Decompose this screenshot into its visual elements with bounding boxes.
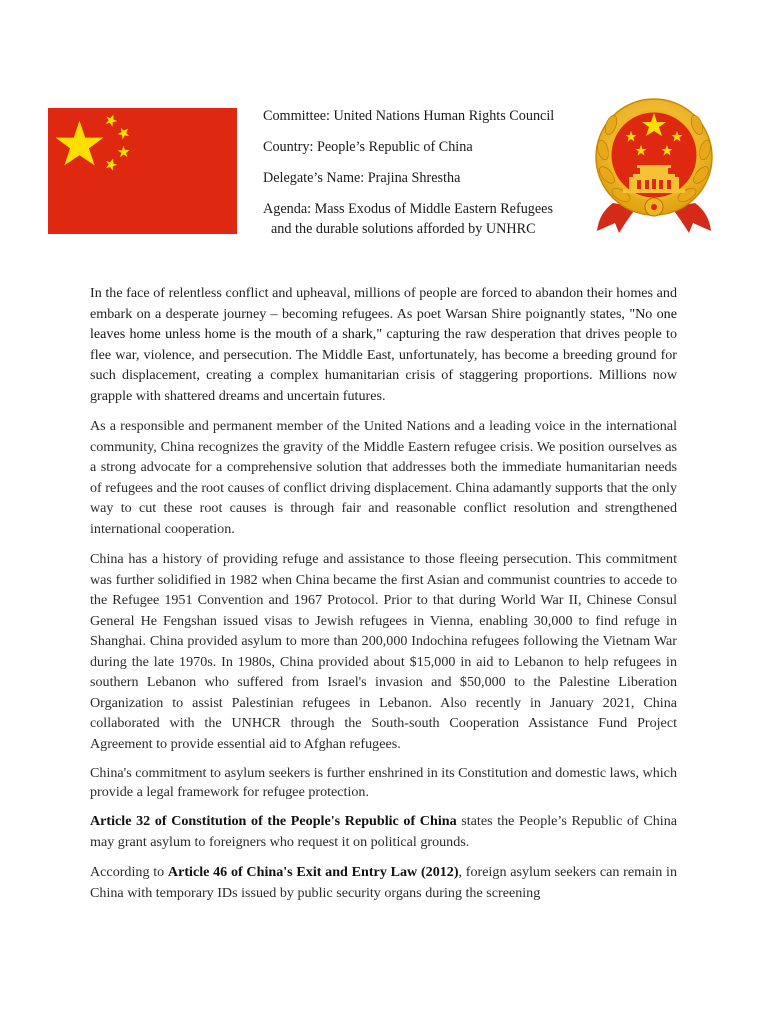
agenda-line-1: Agenda: Mass Exodus of Middle Eastern Refugees [263,201,553,217]
country-line: Country: People’s Republic of China [263,139,473,155]
paragraph-history: China has a history of providing refuge and assistance to those fleeing persecution. This commitment was further solidified in 1982 when China became the first Asian and communist countries to accede to the Refugee 1951 Convention and 1967 Protocol. Prior to that during World War II, Chinese Consul General He Fengshan issued visas to Jewish refugees in Vienna, enabling 30,000 to find refuge in Shanghai. China provided asylum to more than 200,000 Indochina refugees following the Vietnam War during the late 1970s. In 1980s, China provided about $15,000 in aid to Lebanon to help refugees in southern Lebanon who suffered from Israel's invasion and $50,000 to the Palestine Liberation Organization to assist Palestinian refugees in Lebanon. Also recently in January 2021, China collaborated with the UNHCR through the South-south Cooperation Assistance Fund Project Agreement to provide essential aid to Afghan refugees. [90,551,677,752]
agenda-line-2: and the durable solutions afforded by UNHRC [271,221,536,237]
article-32-text: states the People’s Republic of China may grant asylum to foreigners who request it on political grounds. [90,813,677,850]
document-body [90,283,677,913]
agenda-block [263,199,593,239]
intro-quote: "No one leaves home unless home is the mouth of a shark," [90,305,677,342]
paragraph-article-32 [90,811,677,852]
article-46-title: Article 46 of China's Exit and Entry Law (2012) [167,864,459,880]
intro-text-a: In the face of relentless conflict and upheaval, millions of people are forced to abandon their homes and embark on a desperate journey – becoming refugees. As poet Warsan Shire poignantly states, [90,285,677,322]
delegate-line: Delegate’s Name: Prajina Shrestha [263,170,461,186]
article-32-title: Article 32 of Constitution of the People's Republic of China [90,813,457,829]
paragraph-legal-framework: China's commitment to asylum seekers is further enshrined in its Constitution and domestic laws, which provide a legal framework for refugee protection. [90,765,677,800]
paragraph-article-46 [90,862,677,903]
intro-text-b: capturing the raw desperation that drives people to flee war, violence, and persecution. The Middle East, unfortunately, has become a breeding ground for such displacement, creating a complex humanitarian crisis of staggering proportions. Millions now grapple with shattered dreams and uncertain futures. [90,326,677,404]
article-46-lead: According to [90,864,168,880]
paragraph-intro [90,283,677,406]
committee-line: Committee: United Nations Human Rights Council [263,108,555,124]
header-info [263,106,593,250]
article-46-text: , foreign asylum seekers can remain in China with temporary IDs issued by public security organs during the screening [90,864,677,901]
china-national-emblem-icon [593,95,715,235]
paragraph-position: As a responsible and permanent member of the United Nations and a leading voice in the international community, China recognizes the gravity of the Middle Eastern refugee crisis. We position ourselves as a strong advocate for a comprehensive solution that addresses both the immediate humanitarian needs of refugees and the root causes of conflict driving displacement. China adamantly supports that the only way to cut these root causes is through fair and reasonable conflict resolution and strengthened international cooperation. [90,418,677,537]
china-flag-icon [48,108,237,234]
